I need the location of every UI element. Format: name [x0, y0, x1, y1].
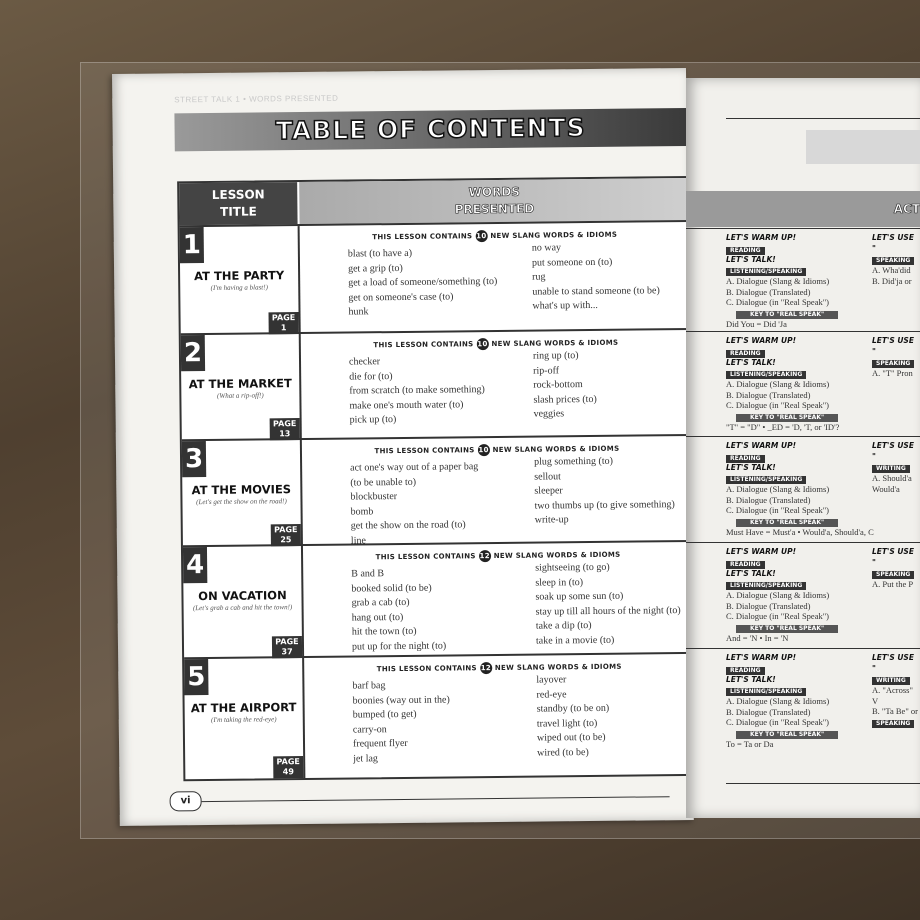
- running-head: STREET TALK 1 • WORDS PRESENTED: [174, 93, 339, 105]
- activity-row: [686, 648, 920, 749]
- slang-term: blast (to have a): [347, 247, 413, 260]
- slang-term: get a load of someone/something (to): [348, 276, 498, 289]
- right-page: [686, 78, 920, 818]
- use-list: LET'S USE " WRITING A. "Across" V B. "Ta Be" or SPEAKING: [872, 653, 919, 727]
- slang-term: boonies (way out in the): [352, 694, 450, 707]
- page-box: PAGE 37: [272, 636, 302, 658]
- word-count: 10: [476, 338, 488, 350]
- slang-term: blockbuster: [350, 491, 398, 503]
- lesson-page: 25: [280, 535, 292, 545]
- contains-line: THIS LESSON CONTAINS 12 NEW SLANG WORDS & IDIOMS: [376, 662, 622, 674]
- slang-term: from scratch (to make something): [349, 384, 485, 397]
- slang-term: layover: [536, 674, 567, 686]
- slang-term: take in a movie (to): [535, 634, 615, 647]
- activity-list: LET'S WARM UP! READING LET'S TALK! LISTENING/SPEAKING A. Dialogue (Slang & Idioms) B. Dialogue (Translated) C. Dialogue (in "Real Speak") KEY TO "REAL SPEAK" And = 'N • In = 'N: [726, 547, 838, 643]
- lesson-cell: [183, 546, 304, 659]
- words-column-right: [532, 240, 660, 314]
- slang-term: plug something (to): [534, 455, 614, 468]
- contains-line: THIS LESSON CONTAINS 10 NEW SLANG WORDS & IDIOMS: [374, 444, 620, 456]
- lesson-row: [182, 434, 693, 547]
- activity-row: [686, 542, 920, 643]
- page-title: TABLE OF CONTENTS: [275, 113, 586, 146]
- slang-term: two thumbs up (to give something): [534, 498, 675, 512]
- words-column-left: [351, 567, 446, 656]
- left-page: [112, 68, 694, 826]
- lesson-page: 13: [279, 429, 291, 439]
- lesson-title: AT THE AIRPORT: [190, 700, 297, 716]
- word-count: 10: [478, 444, 490, 456]
- title-banner: [174, 108, 686, 151]
- slang-term: get the show on the road (to): [350, 519, 466, 532]
- contents-table: [177, 176, 697, 781]
- words-presented-header: WORDS PRESENTED: [299, 178, 689, 224]
- dialogue-item: C. Dialogue (in "Real Speak"): [726, 505, 830, 515]
- dialogue-item: A. Dialogue (Slang & Idioms): [726, 276, 830, 286]
- right-footer-rule: [726, 783, 920, 784]
- dialogue-item: C. Dialogue (in "Real Speak"): [726, 400, 830, 410]
- slang-term: ring up (to): [532, 350, 579, 362]
- use-line: A. Wha'did: [872, 265, 911, 275]
- lesson-row: [180, 220, 691, 335]
- word-count: 12: [479, 550, 491, 562]
- slang-term: (to be unable to): [350, 476, 417, 489]
- slang-term: put someone on (to): [531, 256, 613, 269]
- lesson-cell: [180, 226, 301, 335]
- slang-term: grab a cab (to): [351, 597, 410, 609]
- words-column-left: [349, 354, 485, 428]
- slang-term: rug: [532, 271, 546, 283]
- slang-term: take a dip (to): [535, 620, 592, 632]
- words-column-right: [535, 560, 681, 649]
- slang-term: travel light (to): [536, 717, 598, 730]
- page-box: PAGE 25: [271, 524, 301, 546]
- slang-term: wiped out (to be): [536, 732, 606, 744]
- lesson-page: 49: [282, 767, 294, 777]
- activity-list: LET'S WARM UP! READING LET'S TALK! LISTENING/SPEAKING A. Dialogue (Slang & Idioms) B. Dialogue (Translated) C. Dialogue (in "Real Speak") KEY TO "REAL SPEAK" "T" = "D" • _ED = 'D, 'T, or 'ID'?: [726, 336, 840, 432]
- slang-term: slash prices (to): [533, 393, 597, 406]
- lesson-title: AT THE PARTY: [194, 268, 285, 284]
- lesson-subtitle: (What a rip-off!): [216, 391, 264, 400]
- use-line: A. Should'a: [872, 473, 912, 483]
- use-line: A. "Across" V: [872, 685, 913, 706]
- lesson-subtitle: (I'm having a blast!): [210, 283, 268, 292]
- activity-row: [686, 331, 920, 432]
- slang-term: frequent flyer: [352, 738, 408, 750]
- slang-term: sleeper: [534, 485, 563, 497]
- slang-term: standby (to be on): [536, 703, 610, 715]
- use-line: B. Did'ja or: [872, 275, 912, 286]
- use-line: Would'a: [872, 483, 900, 494]
- activities-header-label: ACT: [893, 202, 920, 216]
- dialogue-item: A. Dialogue (Slang & Idioms): [726, 590, 830, 600]
- slang-term: stay up till all hours of the night (to): [535, 604, 681, 618]
- slang-term: pick up (to): [349, 414, 397, 426]
- key-line: To = Ta or Da: [726, 738, 774, 749]
- dialogue-item: B. Dialogue (Translated): [726, 706, 811, 717]
- slang-term: hunk: [348, 306, 369, 318]
- slang-term: veggies: [533, 408, 565, 420]
- dialogue-item: A. Dialogue (Slang & Idioms): [726, 484, 830, 494]
- lesson-number: 4: [183, 547, 207, 583]
- words-column-left: [352, 678, 450, 767]
- words-column-right: [534, 454, 675, 528]
- slang-term: bomb: [350, 506, 374, 518]
- lesson-subtitle: (I'm taking the red-eye): [210, 715, 277, 724]
- slang-term: no way: [531, 242, 562, 254]
- slang-term: booked solid (to be): [351, 582, 432, 595]
- slang-term: write-up: [534, 514, 569, 526]
- dialogue-item: A. Dialogue (Slang & Idioms): [726, 696, 830, 706]
- slang-term: jet lag: [353, 753, 378, 765]
- right-title-banner: [806, 130, 920, 164]
- dialogue-item: B. Dialogue (Translated): [726, 389, 811, 400]
- lesson-title: AT THE MOVIES: [191, 482, 292, 498]
- footer-rule: [202, 796, 670, 802]
- contains-line: THIS LESSON CONTAINS 10 NEW SLANG WORDS & IDIOMS: [373, 338, 619, 350]
- lesson-subtitle: (Let's grab a cab and hit the town!): [192, 603, 293, 613]
- lesson-page: 1: [280, 323, 287, 333]
- key-line: "T" = "D" • _ED = 'D, 'T, or 'ID'?: [726, 421, 840, 432]
- dialogue-item: A. Dialogue (Slang & Idioms): [726, 379, 830, 389]
- key-line: And = 'N • In = 'N: [726, 632, 789, 643]
- words-column-right: [536, 673, 609, 761]
- slang-term: line: [350, 535, 366, 547]
- word-count: 12: [480, 662, 492, 674]
- lesson-row: [181, 328, 692, 441]
- key-line: Did You = Did 'Ja: [726, 318, 787, 329]
- slang-term: barf bag: [352, 680, 386, 692]
- slang-term: B and B: [351, 568, 385, 580]
- lesson-cell: [181, 334, 302, 441]
- lesson-cell: [182, 440, 303, 547]
- slang-term: sleep in (to): [535, 576, 584, 589]
- use-list: LET'S USE " SPEAKING A. Put the P: [872, 547, 920, 590]
- slang-term: hang out (to): [351, 611, 404, 624]
- slang-term: soak up some sun (to): [535, 590, 624, 603]
- lesson-cell: [184, 658, 305, 779]
- lesson-title-header: LESSON TITLE: [179, 182, 297, 225]
- dialogue-item: C. Dialogue (in "Real Speak"): [726, 717, 830, 727]
- slang-term: sightseeing (to go): [535, 561, 610, 574]
- slang-term: act one's way out of a paper bag: [350, 461, 479, 474]
- activities-header: [686, 191, 920, 227]
- use-line: A. "T" Pron: [872, 368, 913, 378]
- slang-term: what's up with...: [532, 300, 598, 312]
- slang-term: bumped (to get): [352, 709, 417, 721]
- contains-line: THIS LESSON CONTAINS 12 NEW SLANG WORDS & IDIOMS: [375, 550, 621, 562]
- use-list: LET'S USE " WRITING A. Should'a Would'a: [872, 441, 920, 494]
- right-top-rule: [726, 118, 920, 119]
- activity-row: [686, 228, 920, 329]
- dialogue-item: B. Dialogue (Translated): [726, 286, 811, 297]
- lesson-subtitle: (Let's get the show on the road!): [196, 497, 287, 507]
- words-column-left: [348, 246, 498, 321]
- page-box: PAGE 49: [273, 756, 303, 778]
- dialogue-item: C. Dialogue (in "Real Speak"): [726, 611, 830, 621]
- page-box: PAGE 13: [270, 418, 300, 440]
- slang-term: get on someone's case (to): [348, 291, 454, 304]
- slang-term: rip-off: [533, 364, 560, 377]
- slang-term: put up for the night (to): [351, 640, 447, 653]
- lesson-number: 2: [181, 335, 205, 371]
- words-column-left: [350, 460, 479, 549]
- slang-term: checker: [348, 356, 381, 368]
- activity-list: LET'S WARM UP! READING LET'S TALK! LISTENING/SPEAKING A. Dialogue (Slang & Idioms) B. Dialogue (Translated) C. Dialogue (in "Real Speak") KEY TO "REAL SPEAK" To = Ta or Da: [726, 653, 838, 749]
- use-list: LET'S USE " SPEAKING A. "T" Pron: [872, 336, 920, 379]
- slang-term: wired (to be): [537, 747, 589, 759]
- lesson-row: [183, 540, 694, 659]
- slang-term: hit the town (to): [351, 626, 417, 638]
- activity-row: [686, 436, 920, 537]
- activity-list: LET'S WARM UP! READING LET'S TALK! LISTENING/SPEAKING A. Dialogue (Slang & Idioms) B. Dialogue (Translated) C. Dialogue (in "Real Speak") KEY TO "REAL SPEAK" Did You = Did 'Ja: [726, 233, 838, 329]
- use-line: A. Put the P: [872, 579, 914, 589]
- slang-term: red-eye: [536, 688, 567, 701]
- lesson-number: 1: [180, 227, 204, 263]
- slang-term: carry-on: [352, 723, 387, 736]
- lesson-title: AT THE MARKET: [188, 376, 292, 392]
- activity-list: LET'S WARM UP! READING LET'S TALK! LISTENING/SPEAKING A. Dialogue (Slang & Idioms) B. Dialogue (Translated) C. Dialogue (in "Real Speak") KEY TO "REAL SPEAK" Must Have = Must'a • Would'a, Should'a, C: [726, 441, 874, 537]
- word-count: 10: [475, 230, 487, 242]
- words-column-right: [533, 349, 597, 423]
- slang-term: sellout: [534, 470, 561, 483]
- page-box: PAGE 1: [269, 312, 299, 334]
- lesson-title: ON VACATION: [198, 588, 287, 604]
- slang-term: rock-bottom: [533, 379, 583, 391]
- key-line: Must Have = Must'a • Would'a, Should'a, C: [726, 526, 874, 537]
- dialogue-item: B. Dialogue (Translated): [726, 494, 811, 505]
- slang-term: make one's mouth water (to): [349, 399, 464, 412]
- lesson-number: 3: [182, 441, 206, 477]
- slang-term: unable to stand someone (to be): [532, 285, 660, 298]
- lesson-page: 37: [281, 647, 293, 657]
- use-line: B. "Ta Be" or: [872, 706, 919, 716]
- dialogue-item: B. Dialogue (Translated): [726, 600, 811, 611]
- contains-line: THIS LESSON CONTAINS 10 NEW SLANG WORDS & IDIOMS: [372, 230, 618, 242]
- use-list: LET'S USE " SPEAKING A. Wha'did B. Did'ja or: [872, 233, 920, 286]
- page-number: vi: [170, 791, 202, 811]
- slang-term: get a grip (to): [347, 262, 403, 275]
- dialogue-item: C. Dialogue (in "Real Speak"): [726, 297, 830, 307]
- lesson-number: 5: [184, 659, 208, 695]
- lesson-row: [184, 652, 695, 779]
- slang-term: die for (to): [349, 370, 393, 383]
